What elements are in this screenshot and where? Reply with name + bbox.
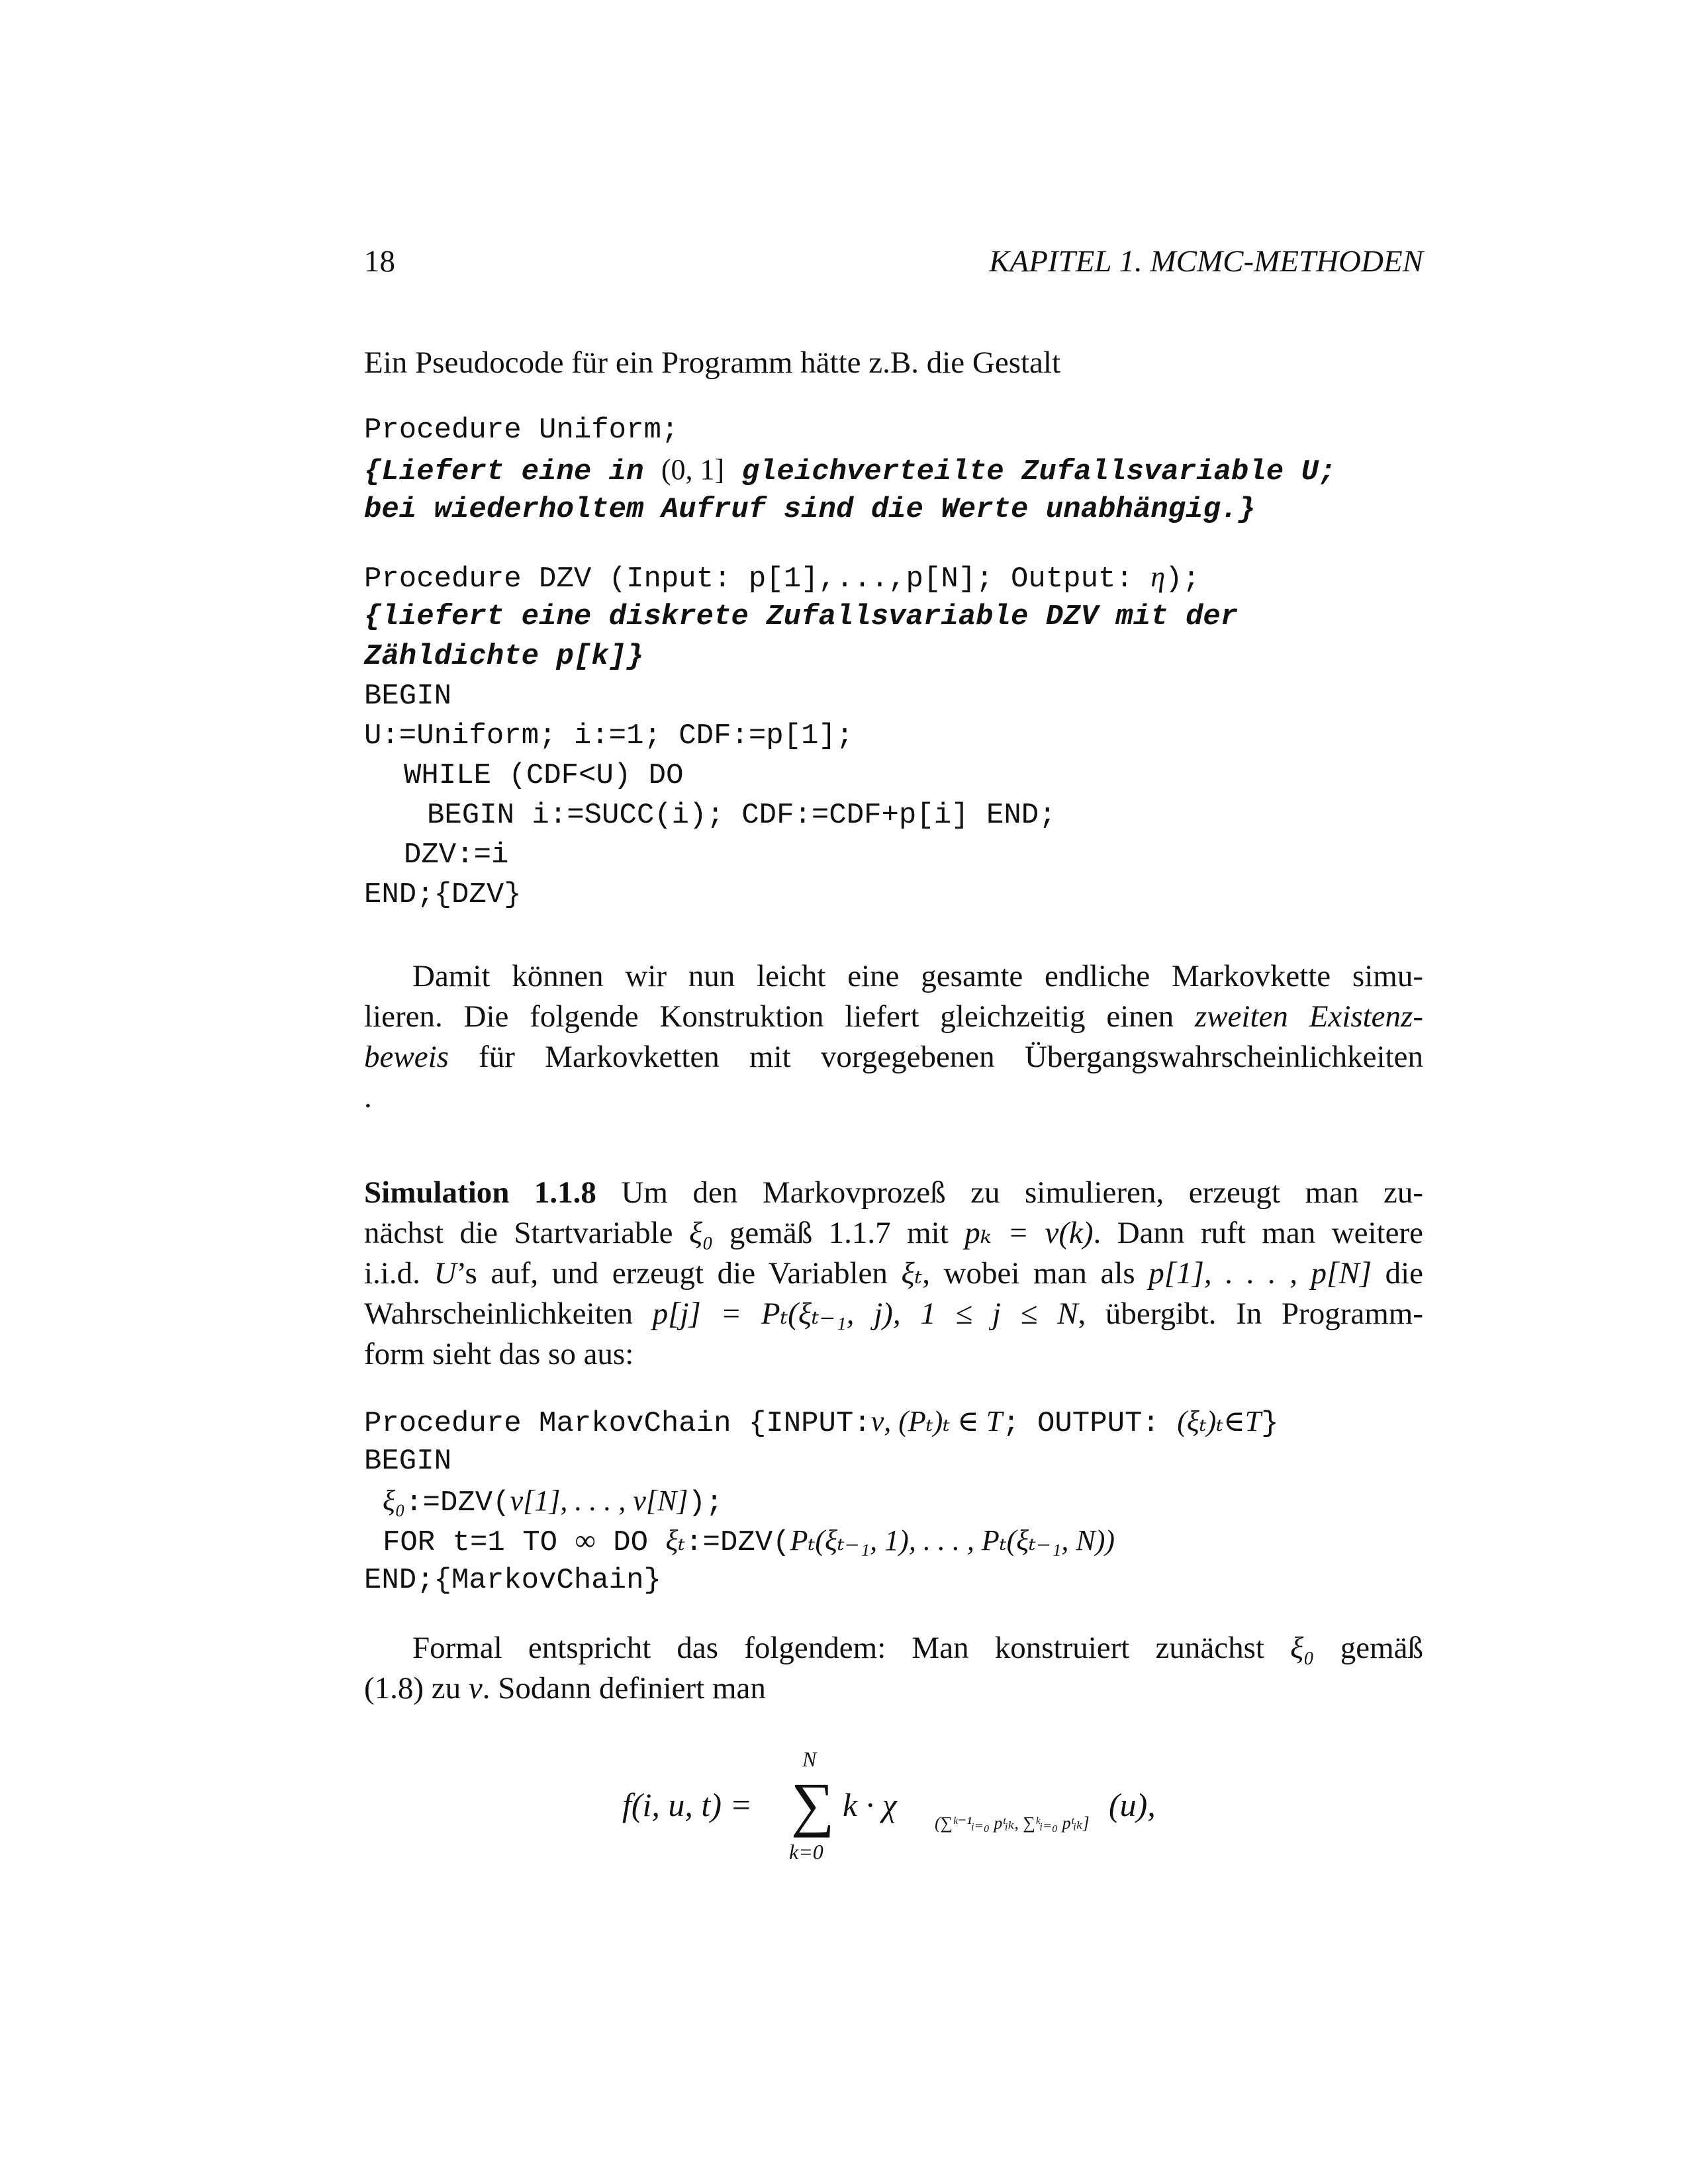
sum-lower-limit: k=0 bbox=[789, 1840, 823, 1864]
math: ξ₀ bbox=[688, 1216, 714, 1250]
simulation-block bbox=[364, 1173, 1423, 1375]
text-part: (1.8) zu bbox=[364, 1671, 469, 1706]
text-part: die bbox=[1372, 1256, 1424, 1291]
math: p[j] = Pₜ(ξₜ₋₁, j), 1 ≤ j ≤ N bbox=[652, 1297, 1078, 1331]
code-dzv-l4: DZV:=i bbox=[404, 839, 509, 872]
code-dzv-begin: BEGIN bbox=[364, 680, 452, 713]
code-markov-l3 bbox=[383, 1521, 1115, 1563]
paragraph-line: Damit können wir nun leicht eine gesamte endliche Markovkette simu- bbox=[412, 959, 1423, 993]
text-part: lieren. Die folgende Konstruktion liefert gleichzeitig einen bbox=[364, 999, 1195, 1034]
indicator-subscript: (∑ᵏ⁻¹ᵢ₌₀ pᵗᵢₖ, ∑ᵏᵢ₌₀ pᵗᵢₖ] bbox=[935, 1813, 1090, 1833]
code-part: DO bbox=[595, 1526, 666, 1559]
math: Pₜ(ξₜ₋₁, 1), . . . , Pₜ(ξₜ₋₁, N)) bbox=[790, 1524, 1115, 1557]
math: ξ₀ bbox=[383, 1484, 406, 1517]
interval: (0, 1] bbox=[661, 453, 725, 486]
code-dzv-line1 bbox=[364, 557, 1200, 599]
comment-part: gleichverteilte Zufallsvariable U; bbox=[724, 455, 1336, 488]
math: ν bbox=[468, 1671, 483, 1706]
code-part: Procedure MarkovChain {INPUT: bbox=[364, 1407, 871, 1440]
text-part: . Dann ruft man weitere bbox=[1093, 1216, 1423, 1250]
code-dzv-comment1: {liefert eine diskrete Zufallsvariable DZV mit der bbox=[364, 600, 1239, 633]
code-part: :=DZV( bbox=[685, 1526, 790, 1559]
code-part: } bbox=[1261, 1407, 1279, 1440]
paragraph-line bbox=[364, 1668, 1423, 1709]
math: p[1], . . . , p[N] bbox=[1149, 1256, 1372, 1291]
code-dzv-l3: BEGIN i:=SUCC(i); CDF:=CDF+p[i] END; bbox=[427, 799, 1056, 832]
sum-symbol: ∑ bbox=[791, 1770, 835, 1838]
formula-lhs: f(i, u, t) = bbox=[622, 1786, 753, 1823]
math: (ξₜ)ₜ∈T bbox=[1177, 1405, 1262, 1437]
paragraph-line bbox=[364, 997, 1423, 1037]
code-dzv-end: END;{DZV} bbox=[364, 878, 522, 911]
code-markov-line1 bbox=[364, 1402, 1279, 1443]
math: ν, (Pₜ)ₜ ∈ T bbox=[870, 1405, 1003, 1437]
code-part: Procedure DZV (Input: p[1],...,p[N]; Output: bbox=[364, 563, 1151, 596]
code-dzv-l1: U:=Uniform; i:=1; CDF:=p[1]; bbox=[364, 719, 854, 752]
comment-part: {Liefert eine in bbox=[364, 455, 661, 488]
paragraph-markov-simulation bbox=[364, 956, 1423, 1118]
text-part: für Markovketten mit vorgegebenen Übergangswahrscheinlichkeiten bbox=[448, 1040, 1423, 1074]
display-formula bbox=[622, 1747, 1218, 1880]
math: ξ₀ bbox=[1290, 1631, 1315, 1665]
emphasis: beweis bbox=[364, 1040, 449, 1074]
code-part: ); bbox=[1165, 563, 1200, 596]
text-part: , wobei man als bbox=[922, 1256, 1149, 1291]
math: U bbox=[434, 1256, 457, 1291]
math: ξₜ bbox=[901, 1256, 923, 1291]
text-part: , übergibt. In Programm- bbox=[1078, 1297, 1423, 1331]
text-part: Wahrscheinlichkeiten bbox=[364, 1297, 653, 1331]
math: ν[1], . . . , ν[N] bbox=[510, 1484, 688, 1517]
paragraph-line bbox=[364, 1173, 1423, 1213]
text-part: i.i.d. bbox=[364, 1256, 434, 1291]
text-part: . Sodann definiert man bbox=[482, 1671, 766, 1706]
code-uniform-comment-line2: bei wiederholtem Aufruf sind die Werte unabhängig.} bbox=[364, 493, 1256, 526]
text-part: ’s auf, und erzeugt die Variablen bbox=[456, 1256, 902, 1291]
paragraph-line bbox=[364, 1253, 1423, 1294]
paragraph-line bbox=[364, 1213, 1423, 1253]
page-number: 18 bbox=[364, 244, 395, 279]
paragraph-line: . bbox=[364, 1080, 372, 1115]
text-part: nächst die Startvariable bbox=[364, 1216, 689, 1250]
simulation-label: Simulation 1.1.8 bbox=[364, 1175, 596, 1210]
paragraph-line bbox=[364, 1294, 1423, 1334]
text-part: gemäß 1.1.7 mit bbox=[713, 1216, 965, 1250]
code-part: ); bbox=[688, 1486, 724, 1520]
code-uniform-comment-line1 bbox=[364, 450, 1336, 492]
eta-symbol: η bbox=[1150, 561, 1166, 593]
intro-text: Ein Pseudocode für ein Programm hätte z.B. die Gestalt bbox=[364, 345, 1061, 380]
text-part: gemäß bbox=[1314, 1631, 1424, 1665]
sum-upper-limit: N bbox=[802, 1747, 817, 1771]
math: pₖ = ν(k) bbox=[964, 1216, 1094, 1250]
formula-body: k · χ bbox=[843, 1786, 897, 1823]
code-uniform-line1: Procedure Uniform; bbox=[364, 414, 679, 447]
code-markov-begin: BEGIN bbox=[364, 1445, 452, 1478]
code-part: FOR t=1 TO bbox=[383, 1526, 575, 1559]
code-part: ; OUTPUT: bbox=[1002, 1407, 1178, 1440]
infinity-symbol: ∞ bbox=[575, 1524, 596, 1557]
text-part: Formal entspricht das folgendem: Man konstruiert zunächst bbox=[412, 1631, 1291, 1665]
emphasis: zweiten Existenz- bbox=[1194, 999, 1423, 1034]
code-markov-end: END;{MarkovChain} bbox=[364, 1564, 661, 1597]
paragraph-line bbox=[364, 1628, 1423, 1668]
formula-tail: (u), bbox=[1109, 1786, 1156, 1823]
code-markov-l2 bbox=[383, 1481, 723, 1523]
math: ξₜ bbox=[665, 1524, 686, 1557]
code-dzv-comment2: Zähldichte p[k]} bbox=[364, 640, 644, 673]
code-dzv-l2: WHILE (CDF<U) DO bbox=[404, 759, 684, 792]
code-part: :=DZV( bbox=[405, 1486, 510, 1520]
paragraph-line bbox=[364, 1037, 1423, 1077]
chapter-title: KAPITEL 1. MCMC-METHODEN bbox=[989, 244, 1423, 279]
text-part: Um den Markovprozeß zu simulieren, erzeugt man zu- bbox=[596, 1175, 1423, 1210]
paragraph-formal bbox=[364, 1628, 1423, 1709]
paragraph-line: form sieht das so aus: bbox=[364, 1337, 634, 1371]
